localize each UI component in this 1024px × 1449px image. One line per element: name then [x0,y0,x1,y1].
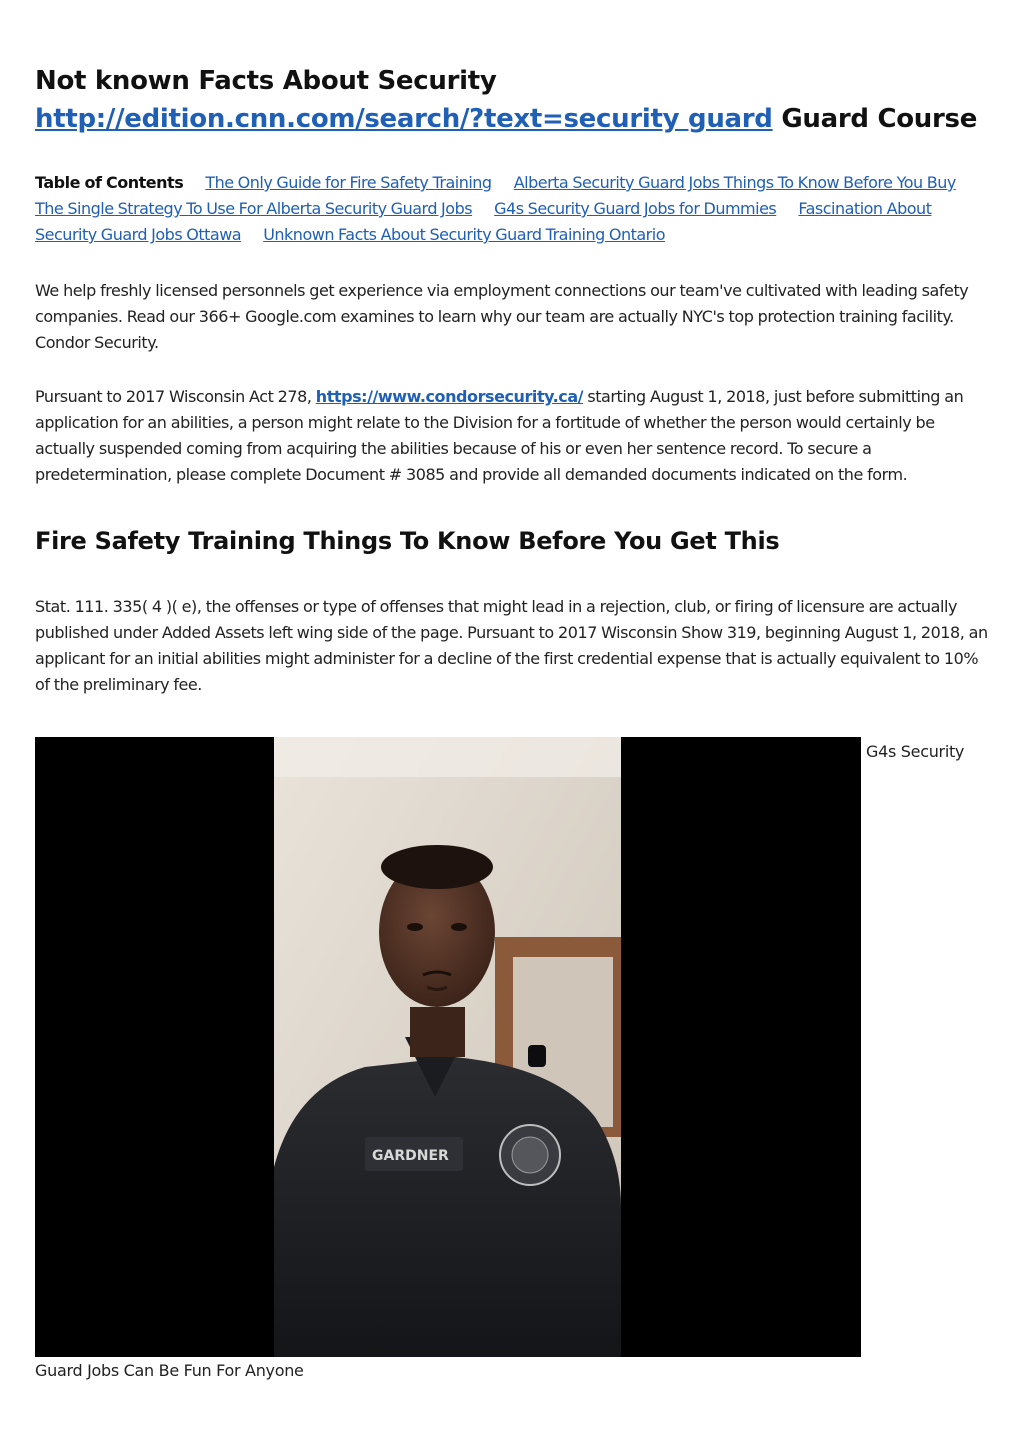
toc-link-alberta-things-to-know[interactable]: Alberta Security Guard Jobs Things To Know Before You Buy [513,173,956,192]
toc-link-fire-safety-guide[interactable]: The Only Guide for Fire Safety Training [205,173,492,192]
table-of-contents [35,170,990,248]
paragraph-statute: Stat. 111. 335( 4 )( e), the offenses or type of offenses that might lead in a rejection, club, or firing of licensure are actually published under Added Assets left wing side of the page. Pursuant to 2017 Wisconsin Show 319, beginning August 1, 2018, an applicant for an initial abilities might administer for a decline of the first credential expense that is actually equivalent to 10% of the preliminary fee. [35,597,988,694]
toc-link-fascination-ottawa[interactable]: Fascination About Security Guard Jobs Ottawa [35,199,932,244]
toc-label: Table of Contents [35,173,184,192]
document-body [35,62,990,698]
figure-row [35,737,990,1357]
toc-link-g4s-dummies[interactable]: G4s Security Guard Jobs for Dummies [494,199,777,218]
section-heading: Fire Safety Training Things To Know Before You Get This [35,527,780,555]
condor-security-link[interactable]: https://www.condorsecurity.ca/ [315,387,584,406]
side-caption: G4s Security [866,742,965,761]
toc-link-alberta-single-strategy[interactable]: The Single Strategy To Use For Alberta Security Guard Jobs [35,199,473,218]
paragraph-intro: We help freshly licensed personnels get experience via employment connections our team've cultivated with leading safety companies. Read our 366+ Google.com examines to learn why our team are actually NYC's top protection training facility. Condor Security. [35,281,969,352]
title-suffix: Guard Course [781,104,978,134]
page-title [35,62,990,138]
photo-illustration [35,737,861,1357]
title-link[interactable]: http://edition.cnn.com/search/?text=security guard [35,104,773,134]
bottom-caption: Guard Jobs Can Be Fun For Anyone [35,1361,304,1380]
photo-name-tag: GARDNER [372,1148,449,1164]
paragraph-wisconsin-before: Pursuant to 2017 Wisconsin Act 278, [35,387,312,406]
toc-link-unknown-facts-ontario[interactable]: Unknown Facts About Security Guard Training Ontario [263,225,665,244]
security-guard-photo [35,737,861,1357]
title-prefix: Not known Facts About Security [35,66,497,96]
paragraph-wisconsin-act [35,384,990,488]
paragraph-wisconsin-after: starting August 1, 2018, just before submitting an application for an abilities, a person might relate to the Division for a fortitude of whether the person would certainly be actually suspended coming from acquiring the abilities because of his or even her sentence record. To secure a predetermination, please complete Document # 3085 and provide all demanded documents indicated on the form. [35,387,964,484]
